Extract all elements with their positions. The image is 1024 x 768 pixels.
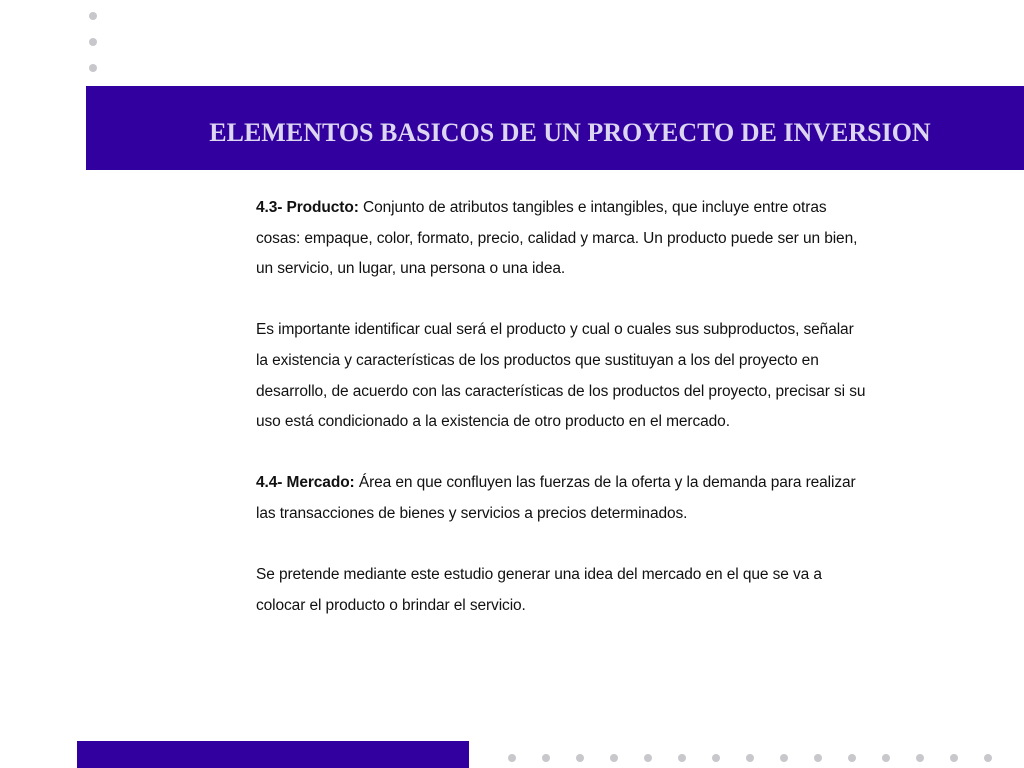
footer-band bbox=[77, 741, 469, 768]
decorative-dot bbox=[610, 754, 618, 762]
decorative-dot bbox=[950, 754, 958, 762]
title-band bbox=[86, 86, 1024, 170]
paragraph-producto bbox=[256, 193, 866, 285]
slide-body bbox=[256, 193, 866, 621]
decorative-dot bbox=[814, 754, 822, 762]
decorative-dot bbox=[780, 754, 788, 762]
decorative-dot bbox=[848, 754, 856, 762]
paragraph-lead: 4.4- Mercado: bbox=[256, 474, 355, 492]
paragraph-estudio bbox=[256, 560, 866, 621]
decorative-dot bbox=[542, 754, 550, 762]
decorative-dot bbox=[916, 754, 924, 762]
decorative-dot bbox=[984, 754, 992, 762]
paragraph-text: Se pretende mediante este estudio generar una idea del mercado en el que se va a colocar el producto o brindar el servicio. bbox=[256, 566, 822, 614]
decorative-dot bbox=[882, 754, 890, 762]
slide-title: ELEMENTOS BASICOS DE UN PROYECTO DE INVERSION bbox=[209, 118, 931, 147]
paragraph-mercado bbox=[256, 468, 866, 529]
paragraph-lead: 4.3- Producto: bbox=[256, 199, 359, 216]
paragraph-text: Conjunto de atributos tangibles e intangibles, que incluye entre otras cosas: empaque, color, formato, precio, calidad y marca. Un producto puede ser un bien, un servicio, un lugar, una persona o una idea. bbox=[256, 199, 858, 278]
decorative-dot bbox=[508, 754, 516, 762]
decorative-dot bbox=[712, 754, 720, 762]
decorative-dot bbox=[576, 754, 584, 762]
decorative-dot bbox=[678, 754, 686, 762]
paragraph-text: Área en que confluyen las fuerzas de la oferta y la demanda para realizar las transacciones de bienes y servicios a precios determinados. bbox=[256, 474, 856, 522]
paragraph-text: Es importante identificar cual será el producto y cual o cuales sus subproductos, señalar la existencia y características de los productos que sustituyan a los del proyecto en desarrollo, de acuerdo con las características de los productos del proyecto, precisar si su uso está condicionado a la existencia de otro producto en el mercado. bbox=[256, 321, 866, 431]
decorative-dot bbox=[89, 38, 97, 46]
decorative-dot bbox=[746, 754, 754, 762]
paragraph-importancia bbox=[256, 315, 866, 437]
decorative-dot bbox=[644, 754, 652, 762]
decorative-dot bbox=[89, 64, 97, 72]
decorative-dot bbox=[89, 12, 97, 20]
